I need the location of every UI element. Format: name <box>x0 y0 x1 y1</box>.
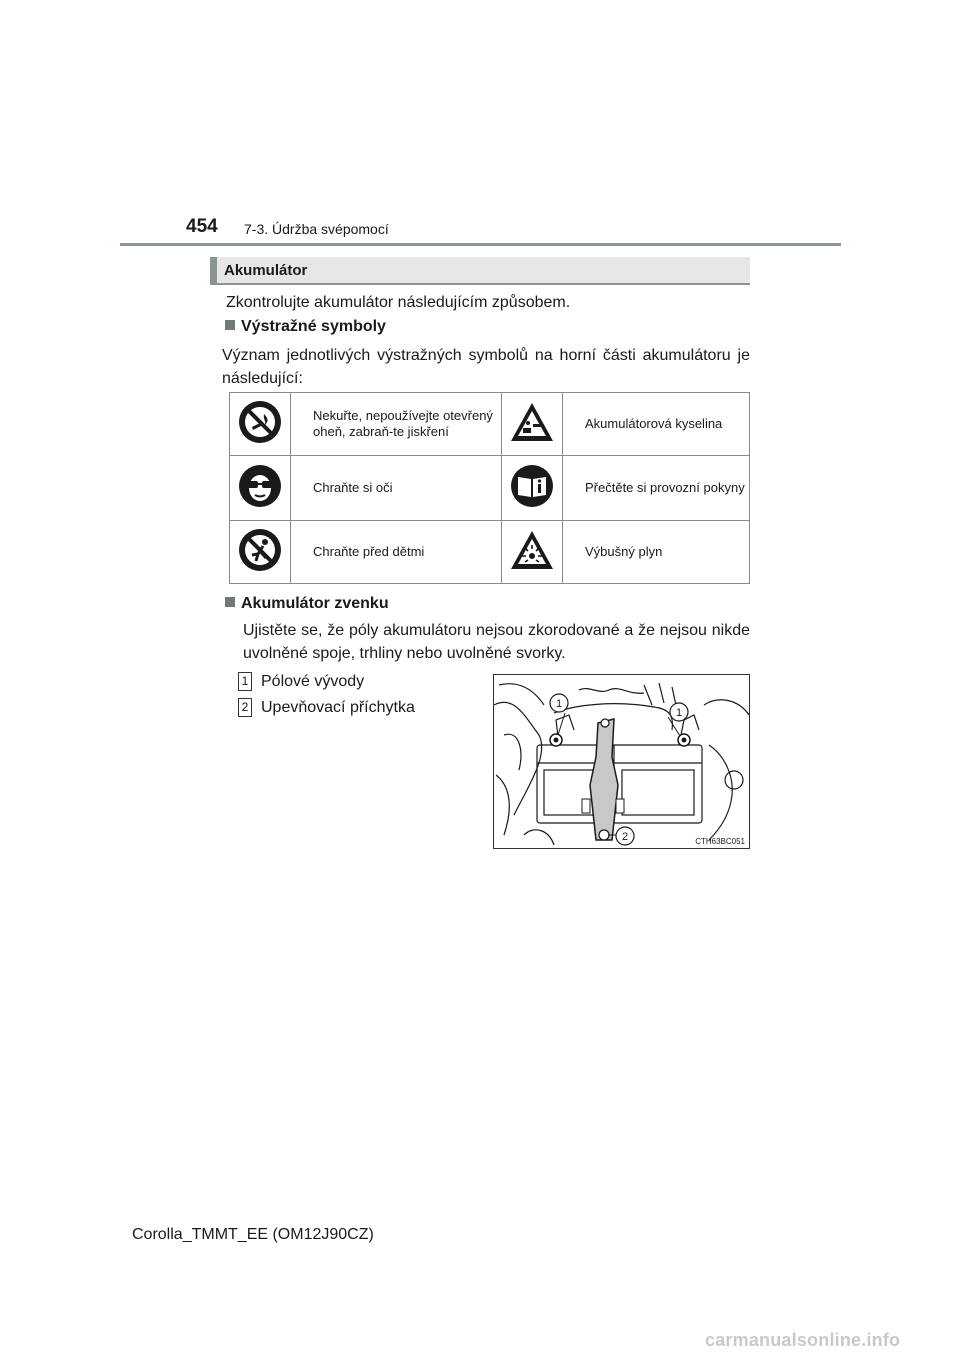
table-cell: Přečtěte si provozní pokyny <box>563 456 750 521</box>
battery-acid-icon <box>509 401 555 443</box>
bullet-square-icon <box>225 597 235 607</box>
callout-number: 2 <box>238 698 252 717</box>
table-cell: Chraňte před dětmi <box>291 521 502 584</box>
bullet-square-icon <box>225 320 235 330</box>
section-heading: Akumulátor <box>224 262 308 279</box>
read-manual-icon <box>510 464 554 508</box>
header-divider <box>120 243 841 246</box>
icon-cell <box>230 393 291 456</box>
figure-marker: 1 <box>555 698 563 710</box>
icon-cell <box>502 456 563 521</box>
footer-model: Corolla_TMMT_EE (OM12J90CZ) <box>132 1226 374 1243</box>
subsection-title: Výstražné symboly <box>241 318 386 335</box>
subsection-description: Význam jednotlivých výstražných symbolů na horní části akumulátoru je následující: <box>222 347 750 387</box>
icon-cell <box>230 456 291 521</box>
callout-label: Upevňovací příchytka <box>261 699 415 716</box>
table-cell: Chraňte si oči <box>291 456 502 521</box>
table-cell: Nekuřte, nepoužívejte otevřený oheň, zabraň-te jiskření <box>291 393 502 456</box>
icon-cell <box>230 521 291 584</box>
subsection-warning-symbols <box>225 318 386 336</box>
subsection-description: Ujistěte se, že póly akumulátoru nejsou zkorodované a že nejsou nikde uvolněné spoje, trhliny nebo uvolněné svorky. <box>243 622 750 662</box>
subsection-title: Akumulátor zvenku <box>241 595 389 612</box>
battery-drawing <box>494 675 749 848</box>
subsection-battery-exterior <box>225 595 389 613</box>
callout-item <box>238 672 364 691</box>
keep-away-children-icon <box>238 528 282 572</box>
figure-marker: 2 <box>621 831 629 843</box>
no-smoking-fire-icon <box>238 400 282 444</box>
callout-number: 1 <box>238 672 252 691</box>
table-row <box>230 521 750 584</box>
table-cell: Akumulátorová kyselina <box>563 393 750 456</box>
figure-marker: 1 <box>675 707 683 719</box>
warning-symbols-table <box>229 392 750 584</box>
callout-label: Pólové vývody <box>261 673 365 690</box>
table-cell: Výbušný plyn <box>563 521 750 584</box>
icon-cell <box>502 393 563 456</box>
callout-item <box>238 698 415 717</box>
intro-text: Zkontrolujte akumulátor následujícím způsobem. <box>226 294 571 311</box>
watermark: carmanualsonline.info <box>705 1330 901 1350</box>
icon-cell <box>502 521 563 584</box>
page-number: 454 <box>186 216 218 237</box>
explosive-gas-icon <box>509 529 555 571</box>
table-row <box>230 456 750 521</box>
battery-illustration <box>493 674 750 849</box>
table-row <box>230 393 750 456</box>
section-title: 7-3. Údržba svépomocí <box>244 221 389 237</box>
eye-protection-icon <box>238 464 282 508</box>
figure-code: CTH63BC051 <box>695 837 745 846</box>
